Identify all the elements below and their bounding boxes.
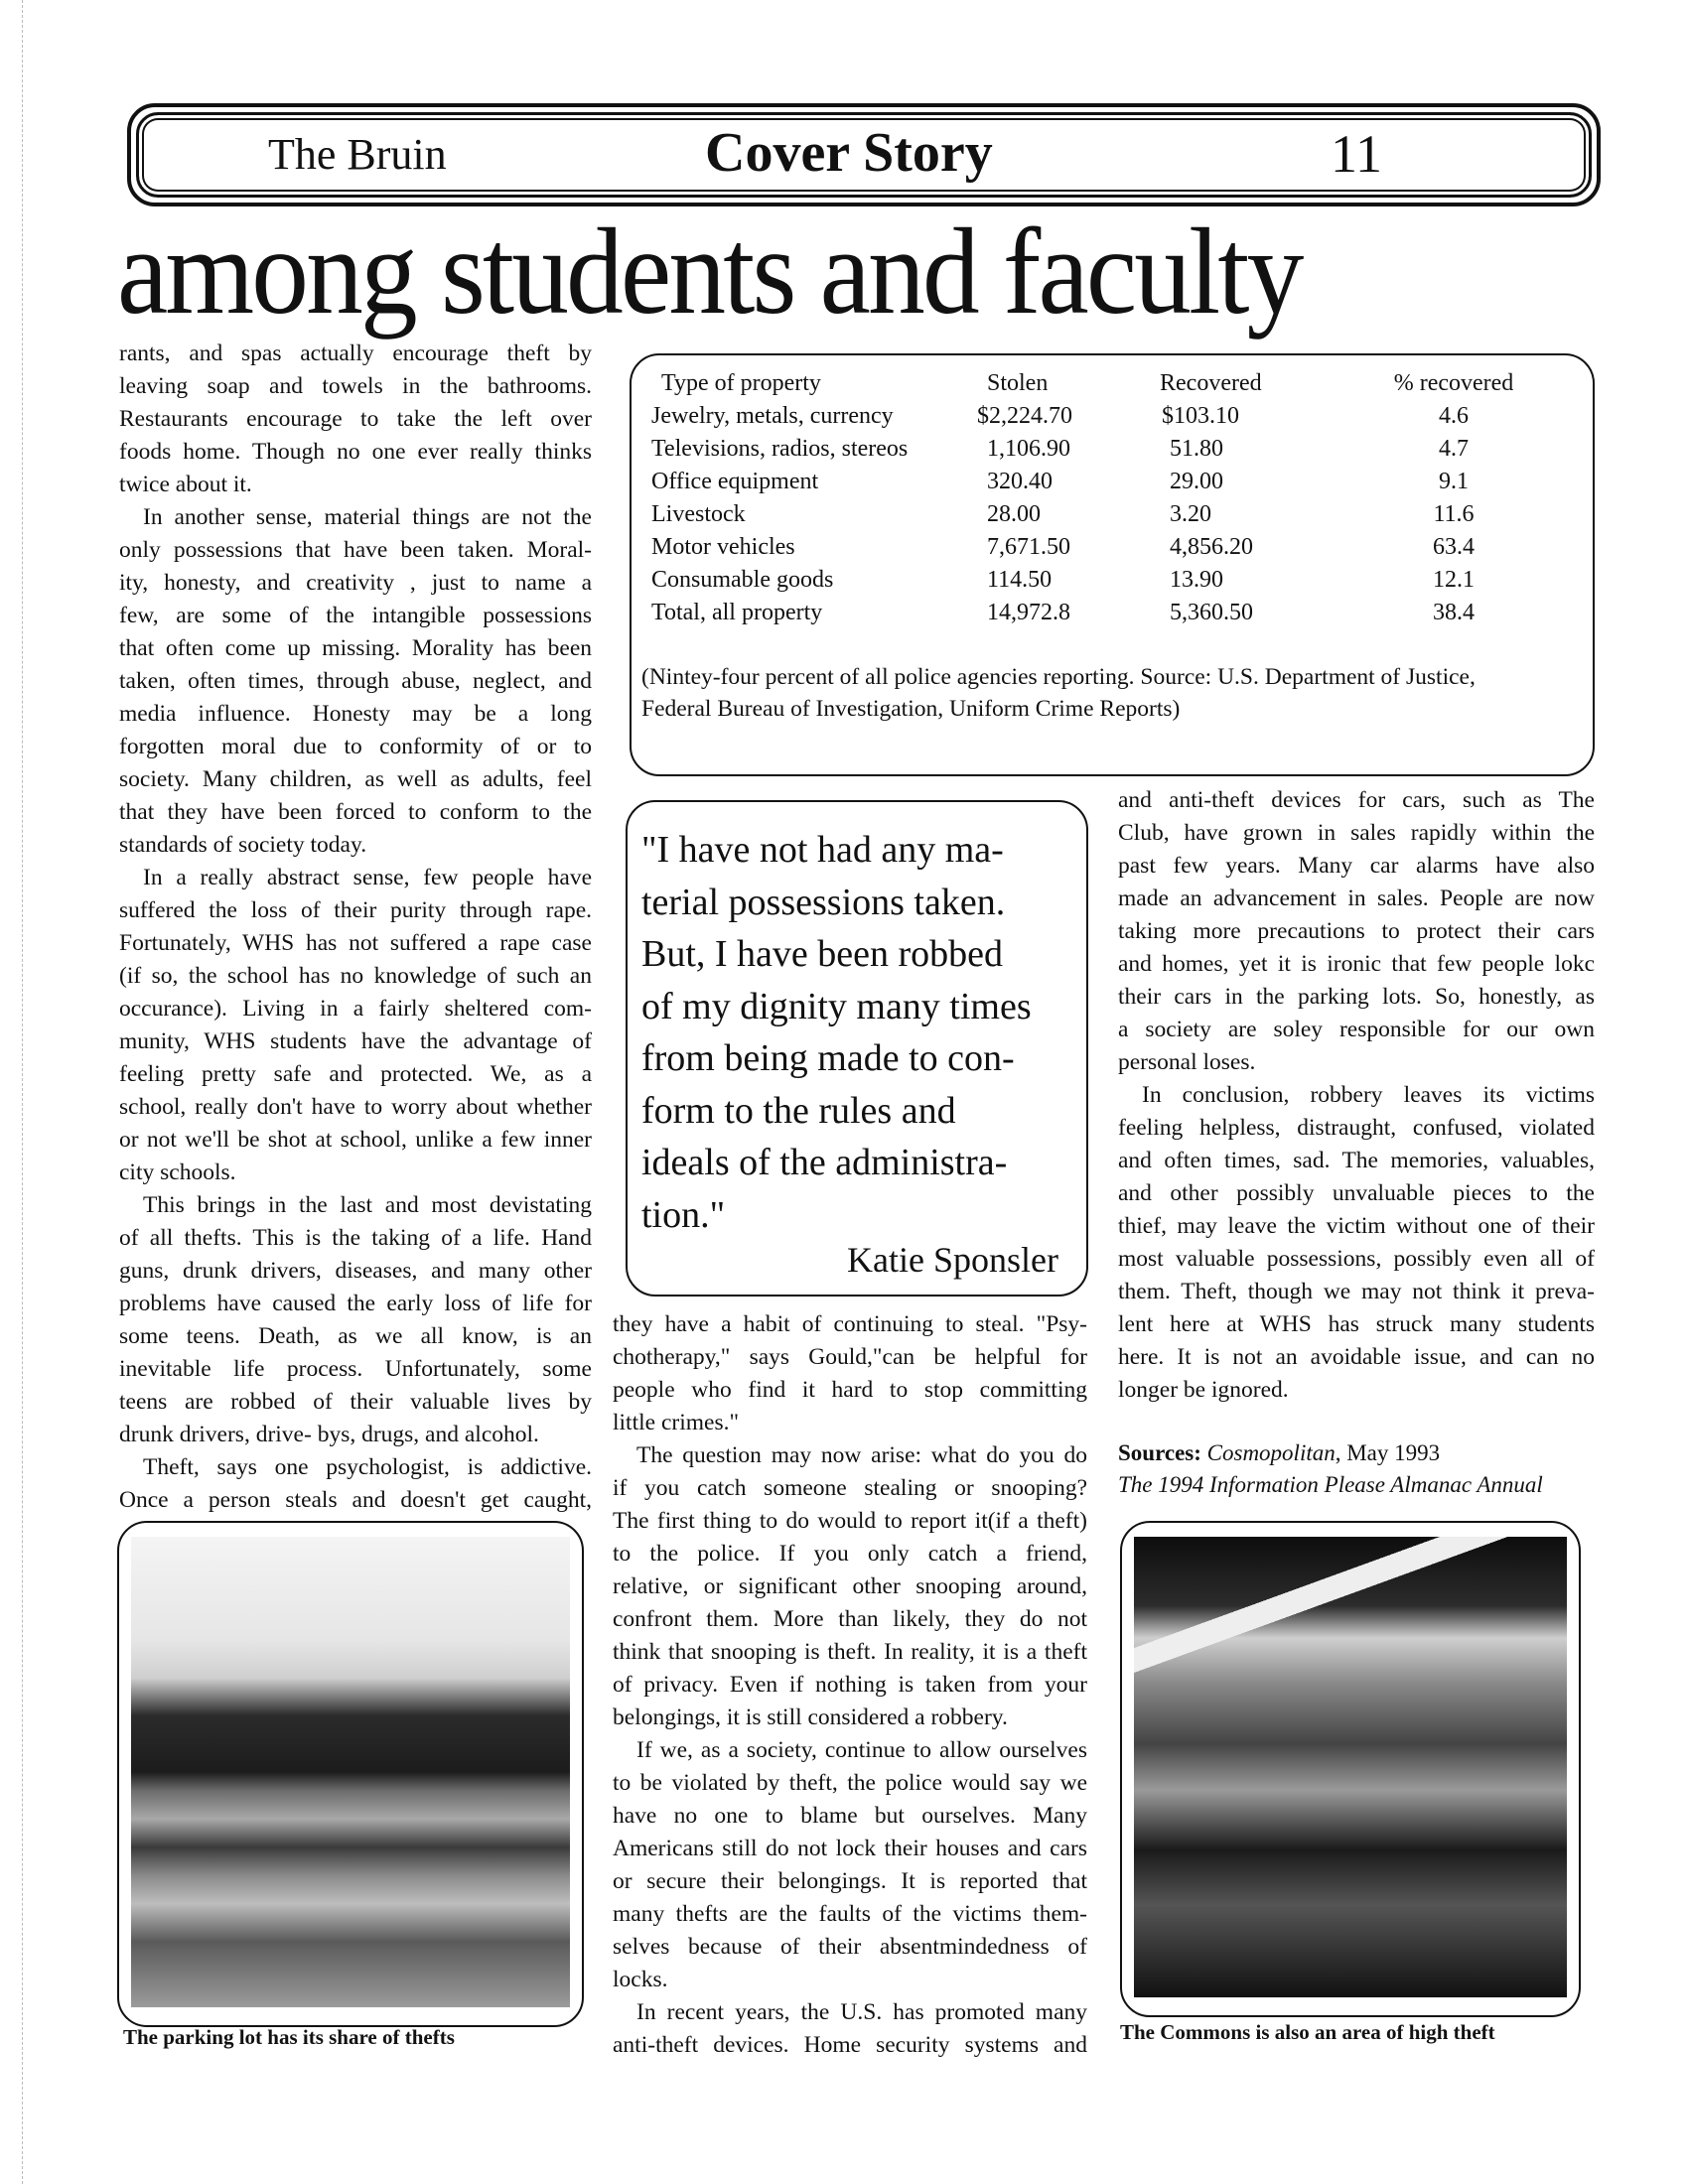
article-line: society. Many children, as well as adults, feel: [119, 766, 592, 792]
article-line: This brings in the last and most devistating: [143, 1192, 592, 1218]
pull-quote-line: of my dignity many times: [641, 985, 1032, 1027]
article-line: of all thefts. This is the taking of a life. Hand: [119, 1225, 592, 1251]
article-line: In a really abstract sense, few people have: [143, 865, 592, 890]
article-line: that they have been forced to conform to the: [119, 799, 592, 825]
article-line: most valuable possessions, possibly even all of: [1118, 1246, 1595, 1272]
header-stolen: Stolen: [987, 370, 1049, 396]
article-line: thief, may leave the victim without one of their: [1118, 1213, 1595, 1239]
header-percent-recovered: % recovered: [1393, 370, 1514, 396]
article-line: occurance). Living in a fairly sheltered com-: [119, 996, 592, 1022]
article-line: suffered the loss of their purity through rape.: [119, 897, 592, 923]
stolen-value: 1,106.90: [987, 436, 1070, 462]
pull-quote-line: terial possessions taken.: [641, 881, 1006, 923]
article-line: many thefts are the faults of the victims them-: [613, 1901, 1087, 1927]
parking-lot-caption: The parking lot has its share of thefts: [123, 2025, 455, 2049]
percent-recovered: 38.4: [1433, 600, 1475, 625]
article-line: locks.: [613, 1967, 668, 1992]
article-line: guns, drunk drivers, diseases, and many other: [119, 1258, 592, 1284]
article-line: (if so, the school has no knowledge of such an: [119, 963, 592, 989]
article-line: of privacy. Even if nothing is taken from your: [613, 1672, 1087, 1698]
property-type: Livestock: [651, 501, 746, 527]
property-type: Consumable goods: [651, 567, 834, 593]
article-line: only possessions that have been taken. Moral-: [119, 537, 592, 563]
source-almanac: The 1994 Information Please Almanac Annual: [1118, 1472, 1543, 1497]
table-row: [649, 466, 1553, 498]
article-line: selves because of their absentmindedness of: [613, 1934, 1087, 1960]
article-line: think that snooping is theft. In reality, it is a theft: [613, 1639, 1087, 1665]
table-row: [649, 498, 1553, 531]
pull-quote-line: tion.": [641, 1193, 726, 1236]
article-line: to be violated by theft, the police would say we: [613, 1770, 1087, 1796]
article-line: lent here at WHS has struck many students: [1118, 1311, 1595, 1337]
article-line: and often times, sad. The memories, valuables,: [1118, 1148, 1595, 1173]
header-type: Type of property: [661, 370, 821, 396]
article-line: Once a person steals and doesn't get caught,: [119, 1487, 592, 1513]
article-line: relative, or significant other snooping around,: [613, 1573, 1087, 1599]
section-title: Cover Story: [705, 122, 993, 184]
article-line: some teens. Death, as we all know, is an: [119, 1323, 592, 1349]
article-line: rants, and spas actually encourage theft by: [119, 341, 592, 366]
stolen-value: 7,671.50: [987, 534, 1070, 560]
article-line: personal loses.: [1118, 1049, 1256, 1075]
pull-quote-author: Katie Sponsler: [847, 1240, 1058, 1280]
stolen-value: 28.00: [987, 501, 1041, 527]
table-row: [649, 400, 1553, 433]
article-line: media influence. Honesty may be a long: [119, 701, 592, 727]
percent-recovered: 4.7: [1439, 436, 1469, 462]
article-line: feeling helpless, distraught, confused, violated: [1118, 1115, 1595, 1141]
article-line: feeling pretty safe and protected. We, as a: [119, 1061, 592, 1087]
article-column-left: [119, 338, 592, 1517]
article-line: Fortunately, WHS has not suffered a rape case: [119, 930, 592, 956]
percent-recovered: 63.4: [1433, 534, 1475, 560]
article-line: twice about it.: [119, 472, 252, 497]
table-note-line: Federal Bureau of Investigation, Uniform Crime Reports): [641, 696, 1181, 722]
article-line: Theft, says one psychologist, is addictive.: [143, 1454, 592, 1480]
article-line: longer be ignored.: [1118, 1377, 1289, 1403]
table-source-note: [641, 661, 1585, 725]
article-line: inevitable life process. Unfortunately, some: [119, 1356, 592, 1382]
article-line: confront them. More than likely, they do not: [613, 1606, 1087, 1632]
article-line: drunk drivers, drive- bys, drugs, and alcohol.: [119, 1422, 539, 1447]
article-column-middle: [613, 1308, 1087, 2062]
commons-photo: [1120, 1521, 1581, 2017]
stolen-value: $2,224.70: [977, 403, 1072, 429]
page-header-inner-border: [136, 112, 1592, 198]
article-line: Americans still do not lock their houses and cars: [613, 1836, 1087, 1861]
recovered-value: $103.10: [1162, 403, 1239, 429]
article-line: people who find it hard to stop committing: [613, 1377, 1087, 1403]
article-line: munity, WHS students have the advantage of: [119, 1028, 592, 1054]
article-line: past few years. Many car alarms have also: [1118, 853, 1595, 879]
pull-quote-line: ideals of the administra-: [641, 1142, 1008, 1183]
article-line: In conclusion, robbery leaves its victims: [1142, 1082, 1595, 1108]
headline: among students and faculty: [117, 204, 1302, 340]
source-cosmopolitan: Cosmopolitan: [1206, 1440, 1336, 1465]
article-line: taking more precautions to protect their cars: [1118, 918, 1595, 944]
page-number: 11: [1331, 124, 1382, 184]
article-line: In another sense, material things are not the: [143, 504, 592, 530]
article-line: city schools.: [119, 1160, 236, 1185]
sources: [1118, 1437, 1543, 1501]
article-line: that often come up missing. Morality has been: [119, 635, 592, 661]
percent-recovered: 11.6: [1433, 501, 1475, 527]
article-line: to the police. If you only catch a friend,: [613, 1541, 1087, 1567]
property-type: Motor vehicles: [651, 534, 795, 560]
percent-recovered: 4.6: [1439, 403, 1469, 429]
table-row: [649, 531, 1553, 564]
page-margin-line: [22, 0, 23, 2184]
property-theft-table-box: [630, 353, 1595, 776]
commons-caption: The Commons is also an area of high theft: [1120, 2020, 1495, 2044]
table-header-row: [649, 367, 1553, 400]
recovered-value: 13.90: [1170, 567, 1223, 593]
article-line: foods home. Though no one ever really thinks: [119, 439, 592, 465]
article-line: few, are some of the intangible possessions: [119, 603, 592, 628]
article-line: ity, honesty, and creativity , just to name a: [119, 570, 592, 596]
article-line: little crimes.": [613, 1410, 740, 1435]
sources-label: Sources:: [1118, 1440, 1201, 1465]
recovered-value: 29.00: [1170, 469, 1223, 494]
page-header: [127, 103, 1601, 206]
recovered-value: 5,360.50: [1170, 600, 1253, 625]
property-theft-table: [649, 367, 1553, 629]
article-line: and anti-theft devices for cars, such as The: [1118, 787, 1595, 813]
recovered-value: 4,856.20: [1170, 534, 1253, 560]
article-line: and homes, yet it is ironic that few people lokc: [1118, 951, 1595, 977]
article-line: taken, often times, through abuse, neglect, and: [119, 668, 592, 694]
article-line: In recent years, the U.S. has promoted many: [636, 1999, 1087, 2025]
table-note-line: (Nintey-four percent of all police agencies reporting. Source: U.S. Department of Justice,: [641, 664, 1476, 690]
article-line: teens are robbed of their valuable lives by: [119, 1389, 592, 1415]
stolen-value: 14,972.8: [987, 600, 1070, 625]
article-line: anti-theft devices. Home security systems and: [613, 2032, 1087, 2058]
article-line: they have a habit of continuing to steal. "Psy-: [613, 1311, 1087, 1337]
article-line: a society are soley responsible for our own: [1118, 1017, 1595, 1042]
article-line: or not we'll be shot at school, unlike a few inner: [119, 1127, 592, 1153]
article-line: school, really don't have to worry about whether: [119, 1094, 592, 1120]
article-line: or secure their belongings. It is reported that: [613, 1868, 1087, 1894]
article-line: The question may now arise: what do you do: [636, 1442, 1087, 1468]
property-type: Televisions, radios, stereos: [651, 436, 909, 462]
recovered-value: 51.80: [1170, 436, 1223, 462]
article-line: forgotten moral due to conformity of or to: [119, 734, 592, 759]
article-line: If we, as a society, continue to allow ourselves: [636, 1737, 1087, 1763]
source-cosmopolitan-date: , May 1993: [1335, 1440, 1441, 1465]
article-line: belongings, it is still considered a robbery.: [613, 1705, 1008, 1730]
article-line: here. It is not an avoidable issue, and can no: [1118, 1344, 1595, 1370]
article-line: have no one to blame but ourselves. Many: [613, 1803, 1087, 1829]
table-row: [649, 433, 1553, 466]
percent-recovered: 12.1: [1433, 567, 1475, 593]
pull-quote-text: [641, 824, 1032, 1241]
article-column-right: [1118, 784, 1595, 1407]
article-line: chotherapy," says Gould,"can be helpful for: [613, 1344, 1087, 1370]
parking-lot-image: [131, 1537, 570, 2007]
commons-image: [1134, 1537, 1567, 1997]
recovered-value: 3.20: [1170, 501, 1211, 527]
table-row: [649, 597, 1553, 629]
article-line: and other possibly unvaluable pieces to the: [1118, 1180, 1595, 1206]
pull-quote-line: But, I have been robbed: [641, 933, 1004, 975]
article-line: made an advancement in sales. People are now: [1118, 886, 1595, 911]
property-type: Office equipment: [651, 469, 819, 494]
property-type: Jewelry, metals, currency: [651, 403, 894, 429]
table-row: [649, 564, 1553, 597]
article-line: problems have caused the early loss of life for: [119, 1291, 592, 1316]
header-recovered: Recovered: [1160, 370, 1262, 396]
article-line: Restaurants encourage to take the left over: [119, 406, 592, 432]
stolen-value: 114.50: [987, 567, 1053, 593]
article-line: Club, have grown in sales rapidly within the: [1118, 820, 1595, 846]
article-line: leaving soap and towels in the bathrooms.: [119, 373, 592, 399]
article-line: if you catch someone stealing or snooping?: [613, 1475, 1087, 1501]
pull-quote-line: from being made to con-: [641, 1037, 1015, 1079]
article-line: standards of society today.: [119, 832, 367, 858]
property-type: Total, all property: [651, 600, 823, 625]
article-line: their cars in the parking lots. So, honestly, as: [1118, 984, 1595, 1010]
pull-quote-line: form to the rules and: [641, 1089, 956, 1132]
parking-lot-photo: [117, 1521, 584, 2027]
stolen-value: 320.40: [987, 469, 1053, 494]
publication-name: The Bruin: [268, 130, 447, 179]
pull-quote-line: "I have not had any ma-: [641, 829, 1004, 871]
pull-quote-box: [626, 800, 1088, 1297]
article-line: them. Theft, though we may not think it preva-: [1118, 1279, 1595, 1304]
article-line: The first thing to do would to report it(if a theft): [613, 1508, 1087, 1534]
percent-recovered: 9.1: [1439, 469, 1469, 494]
